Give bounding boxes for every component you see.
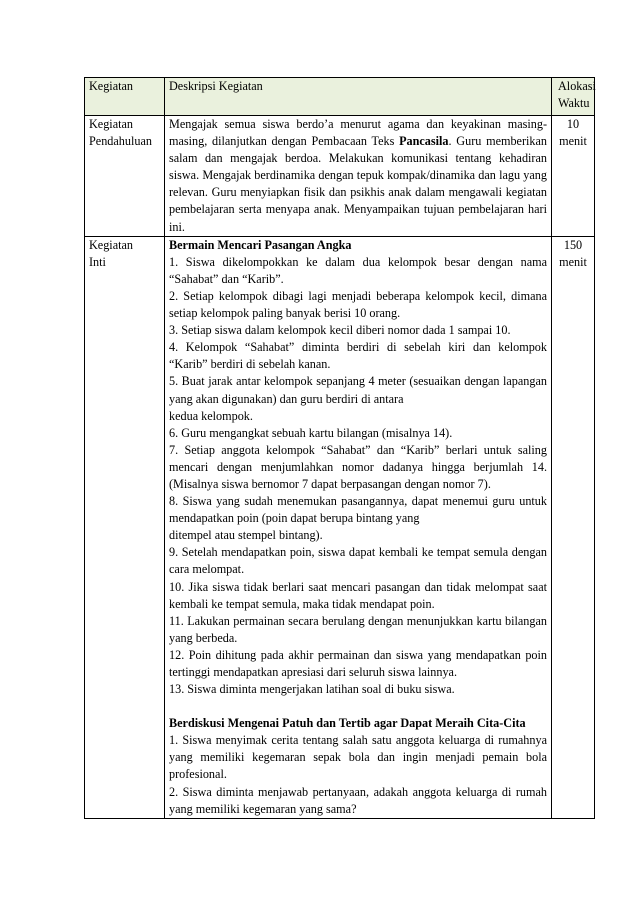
activity-line2: Inti — [89, 254, 106, 269]
intro-text-before: Mengajak semua siswa berdo’a menurut agama dan keyakinan masing-masing, dilanjutkan dengan Pembacaan Teks — [169, 117, 547, 149]
section-title: Berdiskusi Mengenai Patuh dan Tertib agar Dapat Meraih Cita-Cita — [169, 716, 526, 731]
spacer — [169, 698, 547, 715]
list-item: 2. Siswa diminta menjawab pertanyaan, adakah anggota keluarga di rumah yang memiliki kegemaran yang sama? — [169, 784, 547, 816]
table-row-inti — [85, 236, 595, 818]
list-item: 13. Siswa diminta mengerjakan latihan soal di buku siswa. — [169, 682, 455, 697]
section1-steps — [169, 254, 547, 698]
header-time-line2: Waktu — [558, 96, 590, 111]
activity-line1: Kegiatan — [89, 237, 133, 252]
list-item: 4. Kelompok “Sahabat” diminta berdiri di sebelah kiri dan kelompok “Karib” berdiri di sebelah kanan. — [169, 340, 547, 372]
activity-cell — [85, 116, 165, 237]
list-item: 10. Jika siswa tidak berlari saat mencari pasangan dan tidak melompat saat kembali ke tempat semula, maka tidak mendapat poin. — [169, 579, 547, 611]
activity-cell — [85, 236, 165, 818]
list-item: 1. Siswa menyimak cerita tentang salah satu anggota keluarga di rumahnya yang memiliki kegemaran sepak bola dan ingin menjadi pemain bola profesional. — [169, 733, 547, 782]
time-cell — [552, 236, 595, 818]
lesson-plan-table — [84, 77, 595, 819]
time-value: 10 — [566, 117, 580, 131]
description-cell — [165, 236, 552, 818]
time-cell — [552, 116, 595, 237]
list-item: kedua kelompok. — [169, 408, 253, 423]
list-item: 12. Poin dihitung pada akhir permainan dan siswa yang mendapatkan poin tertinggi mendapatkan apresiasi dari seluruh siswa lainnya. — [169, 647, 547, 679]
header-description: Deskripsi Kegiatan — [165, 78, 552, 116]
list-item: 7. Setiap anggota kelompok “Sahabat” dan “Karib” berlari untuk saling mencari dengan menjumlahkan nomor dadanya hingga berjumlah 14. (Misalnya siswa bernomor 7 dapat berpasangan dengan nomor 7). — [169, 442, 547, 491]
intro-text-bold: Pancasila — [399, 134, 449, 149]
header-time-allocation — [552, 78, 595, 116]
section2-steps — [169, 732, 547, 817]
list-item: 2. Setiap kelompok dibagi lagi menjadi beberapa kelompok kecil, dimana setiap kelompok paling banyak berisi 10 orang. — [169, 288, 547, 321]
section-title: Bermain Mencari Pasangan Angka — [169, 237, 352, 252]
list-item: 9. Setelah mendapatkan poin, siswa dapat kembali ke tempat semula dengan cara melompat. — [169, 545, 547, 577]
list-item: 6. Guru mengangkat sebuah kartu bilangan (misalnya 14). — [169, 425, 453, 440]
list-item: ditempel atau stempel bintang). — [169, 528, 323, 543]
time-unit: menit — [559, 134, 587, 149]
intro-description — [169, 116, 547, 236]
header-time-line1: Alokasi — [558, 79, 596, 93]
list-item: 5. Buat jarak antar kelompok sepanjang 4 meter (sesuaikan dengan lapangan yang akan digunakan) dan guru berdiri di antara — [169, 374, 547, 406]
list-item: 3. Setiap siswa dalam kelompok kecil diberi nomor dada 1 sampai 10. — [169, 323, 511, 338]
activity-line1: Kegiatan — [89, 117, 133, 131]
list-item: 8. Siswa yang sudah menemukan pasangannya, dapat menemui guru untuk mendapatkan poin (poin dapat berupa bintang yang — [169, 494, 547, 526]
activity-line2: Pendahuluan — [89, 134, 152, 149]
table-row-pendahuluan — [85, 116, 595, 237]
list-item: 11. Lakukan permainan secara berulang dengan menunjukkan kartu bilangan yang berbeda. — [169, 613, 547, 645]
header-activity: Kegiatan — [85, 78, 165, 116]
intro-text-after: . Guru memberikan salam dan mengajak berdoa. Melakukan komunikasi tentang kehadiran siswa. Mengajak berdinamika dengan tepuk kompak/dinamika dan lagu yang relevan. Guru menyiapkan fisik dan psikhis anak dalam mengawali kegiatan pembelajaran serta menyapa anak. Menyampaikan tujuan pembelajaran hari ini. — [169, 134, 547, 234]
time-unit: menit — [559, 254, 587, 269]
table-header-row — [85, 78, 595, 116]
time-value: 150 — [563, 237, 583, 252]
description-cell — [165, 116, 552, 237]
list-item: 1. Siswa dikelompokkan ke dalam dua kelompok besar dengan nama “Sahabat” dan “Karib”. — [169, 254, 547, 286]
